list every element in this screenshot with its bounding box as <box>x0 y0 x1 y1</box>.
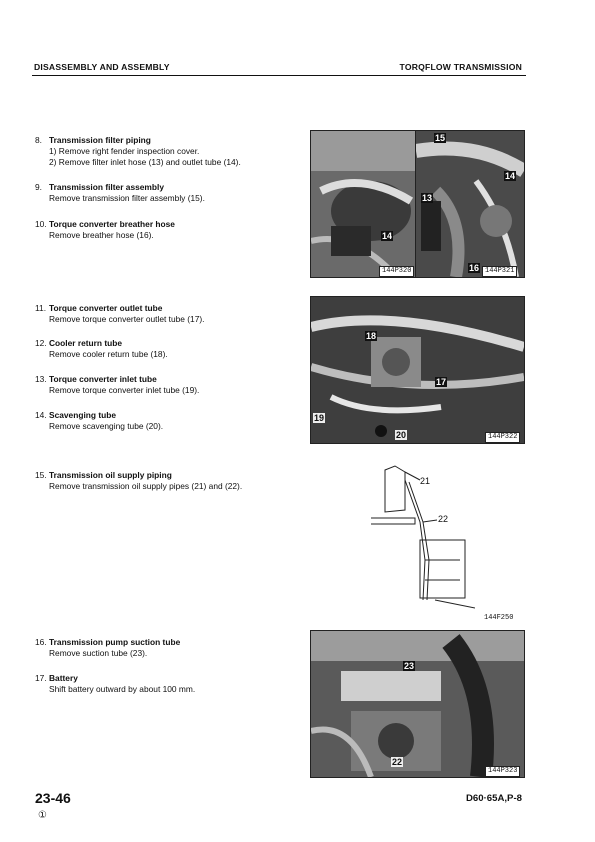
step-8: 8. Transmission filter piping 1) Remove right fender inspection cover. 2) Remove filter inlet hose (13) and outlet tube (14). <box>35 135 241 168</box>
photo-converter-tubes <box>310 296 525 444</box>
step-14: 14. Scavenging tube Remove scavenging tube (20). <box>35 410 164 432</box>
photo-filter-piping-left-image <box>311 131 415 277</box>
header-left: DISASSEMBLY AND ASSEMBLY <box>34 62 170 72</box>
callout-20: 20 <box>396 430 407 440</box>
revision-mark: ① <box>38 810 47 821</box>
step-13: 13. Torque converter inlet tube Remove torque converter inlet tube (19). <box>35 374 200 396</box>
callout-15: 15 <box>435 133 446 143</box>
header-rule <box>32 75 526 76</box>
photo-filter-piping-left <box>310 130 416 278</box>
photo-tag-144P320: 144P320 <box>379 266 414 277</box>
callout-14-right: 14 <box>505 171 516 181</box>
photo-tag-144P323: 144P323 <box>485 766 520 777</box>
step-16: 16. Transmission pump suction tube Remove suction tube (23). <box>35 637 181 659</box>
photo-converter-tubes-image <box>311 297 524 443</box>
photo-filter-piping-right <box>415 130 525 278</box>
header-right: TORQFLOW TRANSMISSION <box>399 62 522 72</box>
photo-tag-144P321: 144P321 <box>482 266 517 277</box>
callout-18: 18 <box>366 331 377 341</box>
drawing-tag-144F250: 144F250 <box>484 614 514 622</box>
callout-17: 17 <box>436 377 447 387</box>
photo-suction-tube-image <box>311 631 524 777</box>
callout-19: 19 <box>314 413 325 423</box>
page-number: 23-46 <box>35 790 71 806</box>
step-9: 9. Transmission filter assembly Remove transmission filter assembly (15). <box>35 182 205 204</box>
drawing-callout-21: 21 <box>420 476 431 486</box>
callout-22: 22 <box>392 757 403 767</box>
drawing-callout-22: 22 <box>438 514 449 524</box>
model-code: D60·65A,P-8 <box>466 793 522 804</box>
step-15: 15. Transmission oil supply piping Remove transmission oil supply pipes (21) and (22). <box>35 470 243 492</box>
callout-14-left: 14 <box>382 231 393 241</box>
step-17: 17. Battery Shift battery outward by about 100 mm. <box>35 673 196 695</box>
callout-23: 23 <box>404 661 415 671</box>
step-11: 11. Torque converter outlet tube Remove torque converter outlet tube (17). <box>35 303 205 325</box>
step-12: 12. Cooler return tube Remove cooler return tube (18). <box>35 338 168 360</box>
photo-suction-tube <box>310 630 525 778</box>
photo-filter-piping-right-image <box>416 131 524 277</box>
photo-tag-144P322: 144P322 <box>485 432 520 443</box>
step-10: 10. Torque converter breather hose Remove breather hose (16). <box>35 219 175 241</box>
callout-16: 16 <box>469 263 480 273</box>
callout-13: 13 <box>422 193 433 203</box>
